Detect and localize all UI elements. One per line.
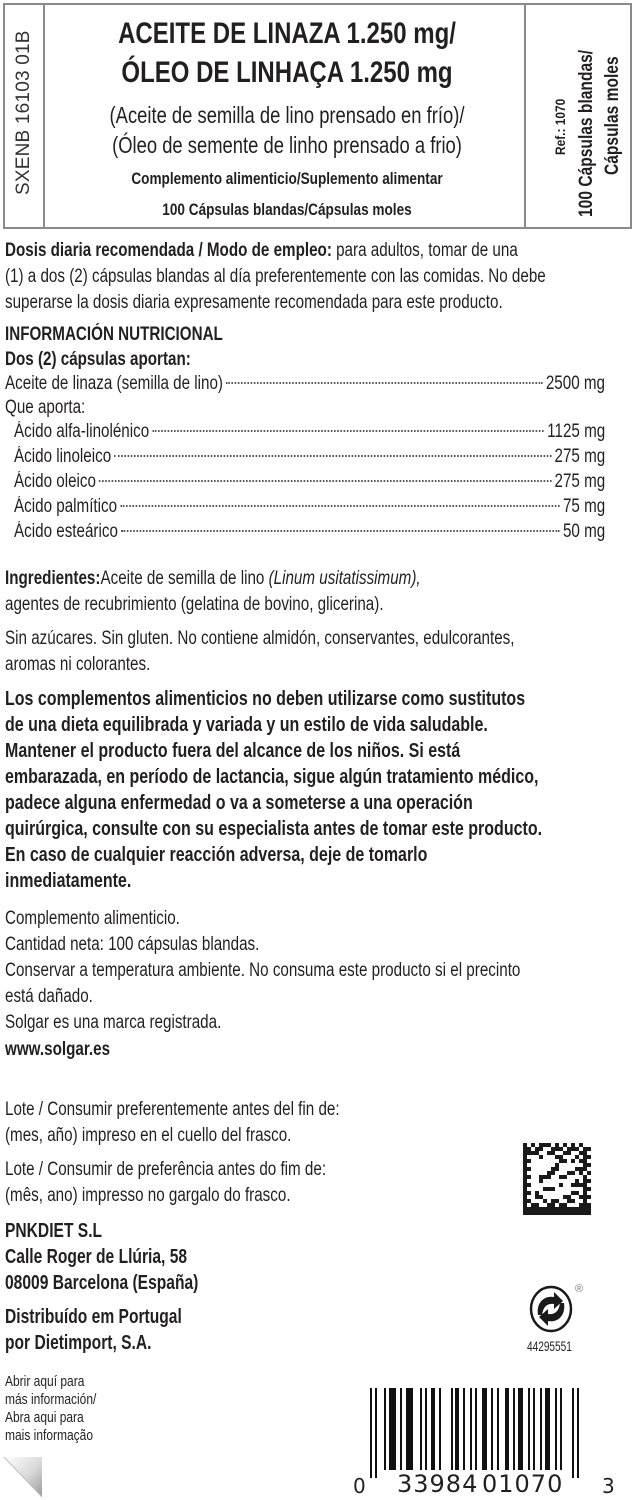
subtitle-line-2: (Óleo de semente de linho prensado a frio) — [112, 132, 462, 158]
product-header-box — [3, 3, 632, 229]
green-dot-recycle-icon — [528, 1285, 574, 1333]
barcode-group-1: 33984 — [397, 1470, 479, 1498]
nutrient-value: 75 mg — [562, 496, 606, 517]
warning-line: embarazada, en período de lactancia, sigue algún tratamiento médico, — [5, 766, 539, 788]
nutrient-value: 2500 mg — [545, 373, 605, 394]
nutrient-label: Aceite de linaza (semilla de lino) — [5, 373, 223, 394]
dosage-line-3: superarse la dosis diaria expresamente recomendada para este producto. — [5, 292, 503, 313]
company-city: 08009 Barcelona (España) — [5, 1272, 199, 1294]
ingredients-line-2: agentes de recubrimiento (gelatina de bovino, glicerina). — [5, 594, 384, 615]
free-from-line-1: Sin azúcares. Sin gluten. No contiene almidón, conservantes, edulcorantes, — [5, 628, 515, 649]
warning-line: inmediatamente. — [5, 870, 132, 892]
nutrition-row — [14, 471, 605, 493]
registered-mark: ® — [575, 1283, 584, 1295]
warning-line: En caso de cualquier reacción adversa, deje de tomarlo — [5, 844, 428, 866]
barcode-digit-right: 3 — [602, 1474, 615, 1498]
nutrition-row — [14, 496, 605, 518]
category-text: Complemento alimenticio/Suplemento alimentar — [131, 169, 443, 188]
nutrition-title: INFORMACIÓN NUTRICIONAL — [5, 324, 223, 345]
trademark-notice: Solgar es una marca registrada. — [5, 1012, 222, 1033]
dot-leader — [226, 382, 542, 384]
lot-pt-line-2: (mês, ano) impresso no gargalo do frasco. — [5, 1185, 291, 1206]
storage-line-2: está dañado. — [5, 986, 93, 1007]
title-line-1: ACEITE DE LINAZA 1.250 mg/ — [118, 17, 456, 50]
nutrient-label: Ácido palmítico — [14, 496, 118, 517]
ingredients-latin: (Linum usitatissimum), — [268, 568, 421, 589]
barcode-group-2: 01070 — [482, 1470, 564, 1498]
open-here-line-2: más información/ — [5, 1391, 97, 1408]
dosage-label: Dosis diaria recomendada / Modo de empleo: — [5, 240, 332, 261]
side-code: SXENB 16103 01B — [13, 30, 34, 195]
nutrient-value: 50 mg — [562, 521, 606, 542]
nutrition-row — [14, 421, 605, 443]
dot-leader — [121, 530, 560, 532]
title-line-2: ÓLEO DE LINHAÇA 1.250 mg — [121, 56, 453, 89]
warning-line: de una dieta equilibrada y variada y un estilo de vida saludable. — [5, 714, 488, 736]
dosage-text-1: para adultos, tomar de una — [331, 240, 518, 261]
nutrient-value: 275 mg — [554, 471, 606, 492]
side-quantity-line-1: 100 Cápsulas blandas/ — [576, 49, 597, 218]
pt-distributor-line-1: Distribuído em Portugal — [5, 1306, 182, 1328]
warning-line: Mantener el producto fuera del alcance de los niños. Si está — [5, 740, 461, 762]
header-center — [47, 5, 527, 227]
open-here-line-3: Abra aqui para — [5, 1409, 84, 1426]
pt-distributor-line-2: por Dietimport, S.A. — [5, 1332, 152, 1354]
side-quantity-line-2: Cápsulas moles — [602, 56, 623, 175]
lot-pt-line-1: Lote / Consumir de preferência antes do fim de: — [5, 1159, 327, 1180]
nutrient-label: Ácido linoleico — [14, 446, 112, 467]
nutrition-row — [14, 446, 605, 468]
page-curl-icon[interactable] — [2, 1455, 44, 1499]
ingredients-text: Aceite de semilla de lino — [100, 568, 269, 589]
datamatrix-code — [523, 1143, 591, 1215]
nutrient-label: Ácido oleico — [14, 471, 96, 492]
nutrient-value: 1125 mg — [547, 421, 606, 442]
nutrition-row-main — [5, 373, 605, 395]
dot-leader — [114, 455, 551, 457]
side-code-column — [5, 5, 45, 227]
open-here-line-1: Abrir aquí para — [5, 1373, 85, 1390]
lot-es-line-1: Lote / Consumir preferentemente antes del fin de: — [5, 1099, 340, 1120]
ingredients-label: Ingredientes: — [5, 568, 101, 589]
dot-leader — [152, 430, 544, 432]
lot-es-line-2: (mes, año) impreso en el cuello del frasco. — [5, 1125, 292, 1146]
nutrition-row — [14, 521, 605, 543]
dosage-line-2: (1) a dos (2) cápsulas blandas al día preferentemente con las comidas. No debe — [5, 266, 546, 287]
open-here-line-4: mais informação — [5, 1427, 94, 1444]
storage-line-1: Conservar a temperatura ambiente. No consuma este producto si el precinto — [5, 960, 521, 981]
nutrient-label: Ácido esteárico — [14, 521, 118, 542]
ref-column — [524, 5, 630, 227]
company-street: Calle Roger de Llúria, 58 — [5, 1246, 188, 1268]
green-dot-number: 44295551 — [527, 1338, 572, 1354]
dot-leader — [99, 480, 551, 482]
provides-label: Que aporta: — [5, 397, 86, 418]
product-type: Complemento alimenticio. — [5, 908, 180, 929]
free-from-line-2: aromas ni colorantes. — [5, 654, 151, 675]
company-name: PNKDIET S.L — [5, 1220, 103, 1242]
dot-leader — [120, 505, 559, 507]
barcode — [370, 1388, 580, 1478]
warning-line: Los complementos alimenticios no deben utilizarse como sustitutos — [5, 688, 526, 710]
nutrient-value: 275 mg — [554, 446, 606, 467]
dosage-line-1 — [5, 240, 518, 262]
nutrient-label: Ácido alfa-linolénico — [14, 421, 150, 442]
quantity-text: 100 Cápsulas blandas/Cápsulas moles — [162, 200, 412, 219]
net-quantity: Cantidad neta: 100 cápsulas blandas. — [5, 934, 260, 955]
subtitle-line-1: (Aceite de semilla de lino prensado en frío)/ — [109, 102, 465, 128]
ref-number: Ref.: 1070 — [552, 98, 568, 155]
serving-text: Dos (2) cápsulas aportan: — [5, 349, 191, 370]
ingredients-line-1 — [5, 568, 421, 590]
website-link[interactable]: www.solgar.es — [5, 1039, 111, 1060]
barcode-digit-left: 0 — [353, 1474, 366, 1498]
warning-line: quirúrgica, consulte con su especialista antes de tomar este producto. — [5, 818, 543, 840]
warning-line: padece alguna enfermedad o va a someterse a una operación — [5, 792, 473, 814]
